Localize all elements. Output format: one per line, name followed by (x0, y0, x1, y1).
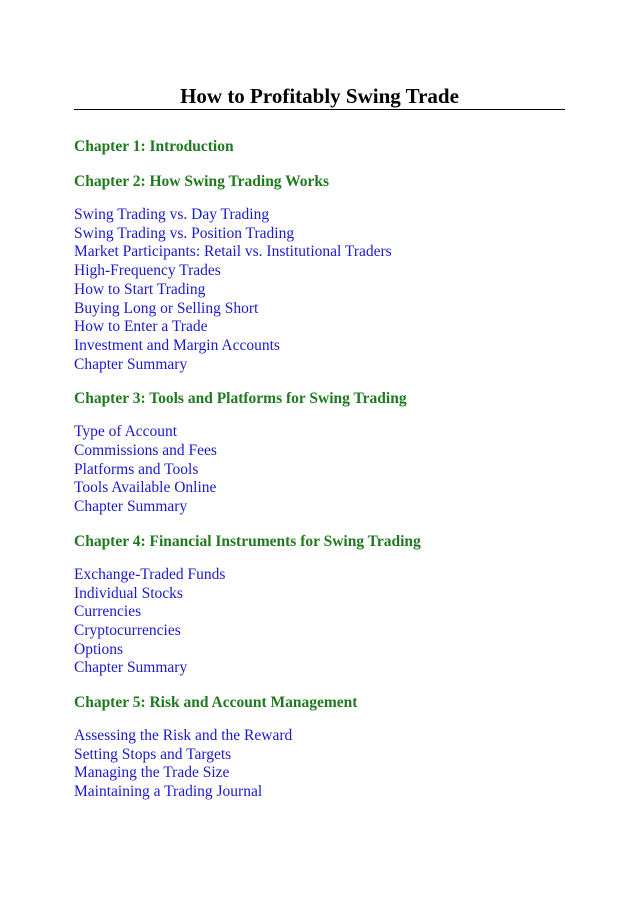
toc-chapter-block (74, 171, 594, 374)
toc-section-link[interactable]: Currencies (74, 603, 142, 621)
toc-section-link[interactable]: Maintaining a Trading Journal (74, 783, 263, 801)
document-title: How to Profitably Swing Trade (180, 84, 459, 108)
toc-section-link[interactable]: Type of Account (74, 423, 178, 441)
toc-chapter-block (74, 692, 594, 802)
toc-section-link[interactable]: High-Frequency Trades (74, 262, 221, 280)
toc-section-link[interactable]: Investment and Margin Accounts (74, 336, 280, 354)
toc-section-link[interactable]: Options (74, 640, 124, 658)
toc-section-link[interactable]: How to Enter a Trade (74, 318, 208, 336)
toc-section-link[interactable]: How to Start Trading (74, 280, 206, 298)
toc-section-list (74, 566, 594, 678)
toc-section-link[interactable]: Managing the Trade Size (74, 764, 230, 782)
toc-chapter-link[interactable]: Chapter 1: Introduction (74, 138, 234, 155)
toc-section-link[interactable]: Assessing the Risk and the Reward (74, 727, 293, 745)
toc-chapter-link[interactable]: Chapter 2: How Swing Trading Works (74, 173, 330, 190)
toc-section-link[interactable]: Setting Stops and Targets (74, 745, 232, 763)
toc-chapter-block (74, 388, 594, 517)
toc-section-link[interactable]: Tools Available Online (74, 479, 217, 497)
toc-section-link[interactable]: Buying Long or Selling Short (74, 299, 259, 317)
toc-section-list (74, 423, 594, 517)
toc-section-link[interactable]: Individual Stocks (74, 584, 183, 602)
toc-section-list (74, 727, 594, 802)
toc-section-link[interactable]: Cryptocurrencies (74, 621, 181, 639)
toc-section-link[interactable]: Swing Trading vs. Position Trading (74, 224, 295, 242)
toc-section-link[interactable]: Market Participants: Retail vs. Institutional Traders (74, 243, 392, 261)
toc-chapter-block (74, 531, 594, 678)
table-of-contents (74, 136, 594, 816)
toc-section-link[interactable]: Exchange-Traded Funds (74, 565, 226, 583)
toc-section-list (74, 206, 594, 374)
toc-section-link[interactable]: Swing Trading vs. Day Trading (74, 206, 270, 223)
toc-chapter-link[interactable]: Chapter 4: Financial Instruments for Swing Trading (74, 532, 421, 550)
toc-section-link[interactable]: Commissions and Fees (74, 442, 217, 460)
toc-chapter-link[interactable]: Chapter 5: Risk and Account Management (74, 694, 358, 712)
toc-section-link[interactable]: Chapter Summary (74, 498, 188, 516)
toc-section-link[interactable]: Chapter Summary (74, 659, 188, 677)
title-divider (74, 109, 565, 110)
toc-chapter-block (74, 136, 594, 157)
toc-section-link[interactable]: Chapter Summary (74, 355, 188, 373)
toc-section-link[interactable]: Platforms and Tools (74, 460, 199, 478)
toc-chapter-link[interactable]: Chapter 3: Tools and Platforms for Swing Trading (74, 390, 407, 408)
